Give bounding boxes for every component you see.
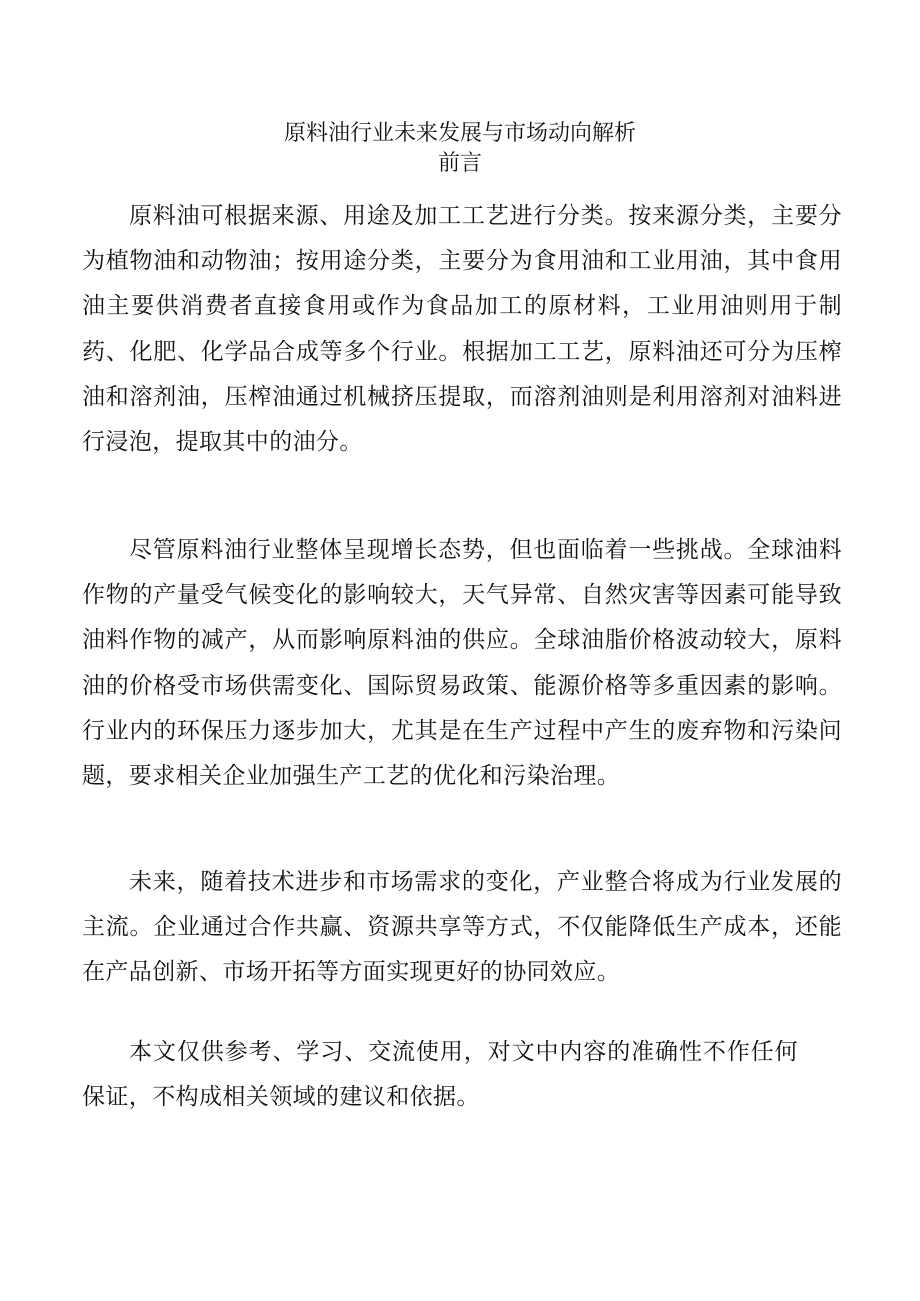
paragraph-disclaimer: 本文仅供参考、学习、交流使用，对文中内容的准确性不作任何保证，不构成相关领域的建议和依据。 xyxy=(82,1039,798,1111)
paragraph-challenges: 尽管原料油行业整体呈现增长态势，但也面临着一些挑战。全球油料作物的产量受气候变化的影响较大，天气异常、自然灾害等因素可能导致油料作物的减产，从而影响原料油的供应。全球油脂价格波动较大，原料油的价格受市场供需变化、国际贸易政策、能源价格等多重因素的影响。行业内的环保压力逐步加大，尤其是在生产过程中产生的废弃物和污染问题，要求相关企业加强生产工艺的优化和污染治理。 xyxy=(82,537,842,790)
document-title: 原料油行业未来发展与市场动向解析 xyxy=(283,121,636,146)
section-heading-preface: 前言 xyxy=(437,151,482,176)
paragraph-classification: 原料油可根据来源、用途及加工工艺进行分类。按来源分类，主要分为植物油和动物油；按用途分类，主要分为食用油和工业用油，其中食用油主要供消费者直接食用或作为食品加工的原材料，工业用油则用于制药、化肥、化学品合成等多个行业。根据加工工艺，原料油还可分为压榨油和溶剂油，压榨油通过机械挤压提取，而溶剂油则是利用溶剂对油料进行浸泡，提取其中的油分。 xyxy=(82,203,842,456)
paragraph-future: 未来，随着技术进步和市场需求的变化，产业整合将成为行业发展的主流。企业通过合作共赢、资源共享等方式，不仅能降低生产成本，还能在产品创新、市场开拓等方面实现更好的协同效应。 xyxy=(82,869,842,986)
